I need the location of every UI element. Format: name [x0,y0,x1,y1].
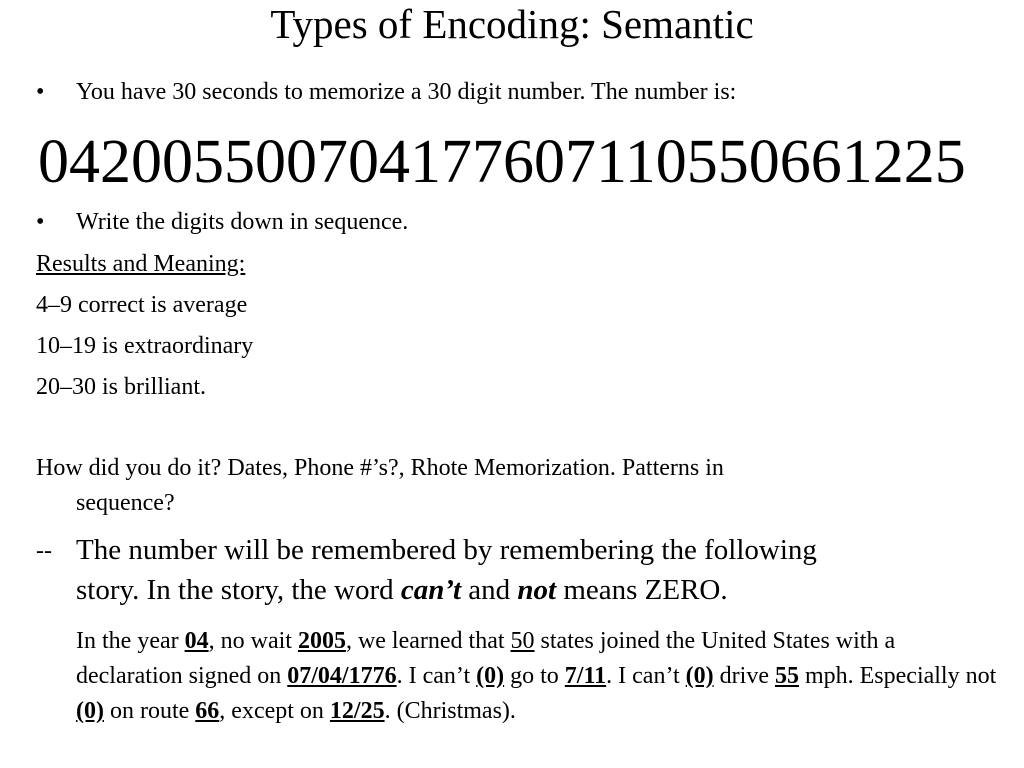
bullet-icon: • [36,79,45,105]
story-text: . (Christmas). [384,698,516,724]
explanation-text: and [461,574,518,606]
intro-text: You have 30 seconds to memorize a 30 digit number. The number is: [76,79,737,105]
story-text: mph. Especially not [798,663,997,689]
cant-word: can’t [400,574,461,606]
story-text: states joined the United States with a declaration signed on [76,628,896,689]
story-number: (0) [685,663,714,689]
story-paragraph [76,624,1006,729]
story-text: drive [713,663,775,689]
dash-marker: -- [36,538,52,564]
story-text: In the year [76,628,185,654]
result-line: 10–19 is extraordinary [36,333,254,359]
story-number: 55 [774,663,799,689]
story-text: . I can’t [396,663,477,689]
bullet-icon: • [36,209,45,235]
slide-title: Types of Encoding: Semantic [270,1,754,47]
explanation-line [76,571,728,610]
story-number: 66 [195,698,220,724]
story-number: 2005 [297,628,346,654]
question-line: How did you do it? Dates, Phone #’s?, Rhote Memorization. Patterns in [36,455,724,481]
explanation-text: means ZERO. [556,574,728,606]
question-line: sequence? [76,490,175,516]
result-line: 20–30 is brilliant. [36,374,206,400]
story-number: (0) [76,698,104,724]
story-text: , we learned that [345,628,511,654]
explanation-text: story. In the story, the word [76,574,401,606]
explanation-line: The number will be remembered by remembering the following [76,534,817,566]
story-text: on route [103,698,196,724]
result-line: 4–9 correct is average [36,292,248,318]
instruction-text: Write the digits down in sequence. [76,209,409,235]
story-number: 07/04/1776 [287,663,397,689]
story-number: 7/11 [564,663,607,689]
story-number: 12/25 [329,698,385,724]
results-heading: Results and Meaning: [36,251,246,277]
story-text: . I can’t [606,663,686,689]
story-number: 04 [184,628,209,654]
story-number: 50 [510,628,535,654]
not-word: not [517,574,557,606]
number-to-memorize: 042005500704177607110550661225 [38,128,966,196]
story-text: , except on [219,698,330,724]
story-text: , no wait [208,628,298,654]
story-number: (0) [476,663,505,689]
story-text: go to [504,663,565,689]
